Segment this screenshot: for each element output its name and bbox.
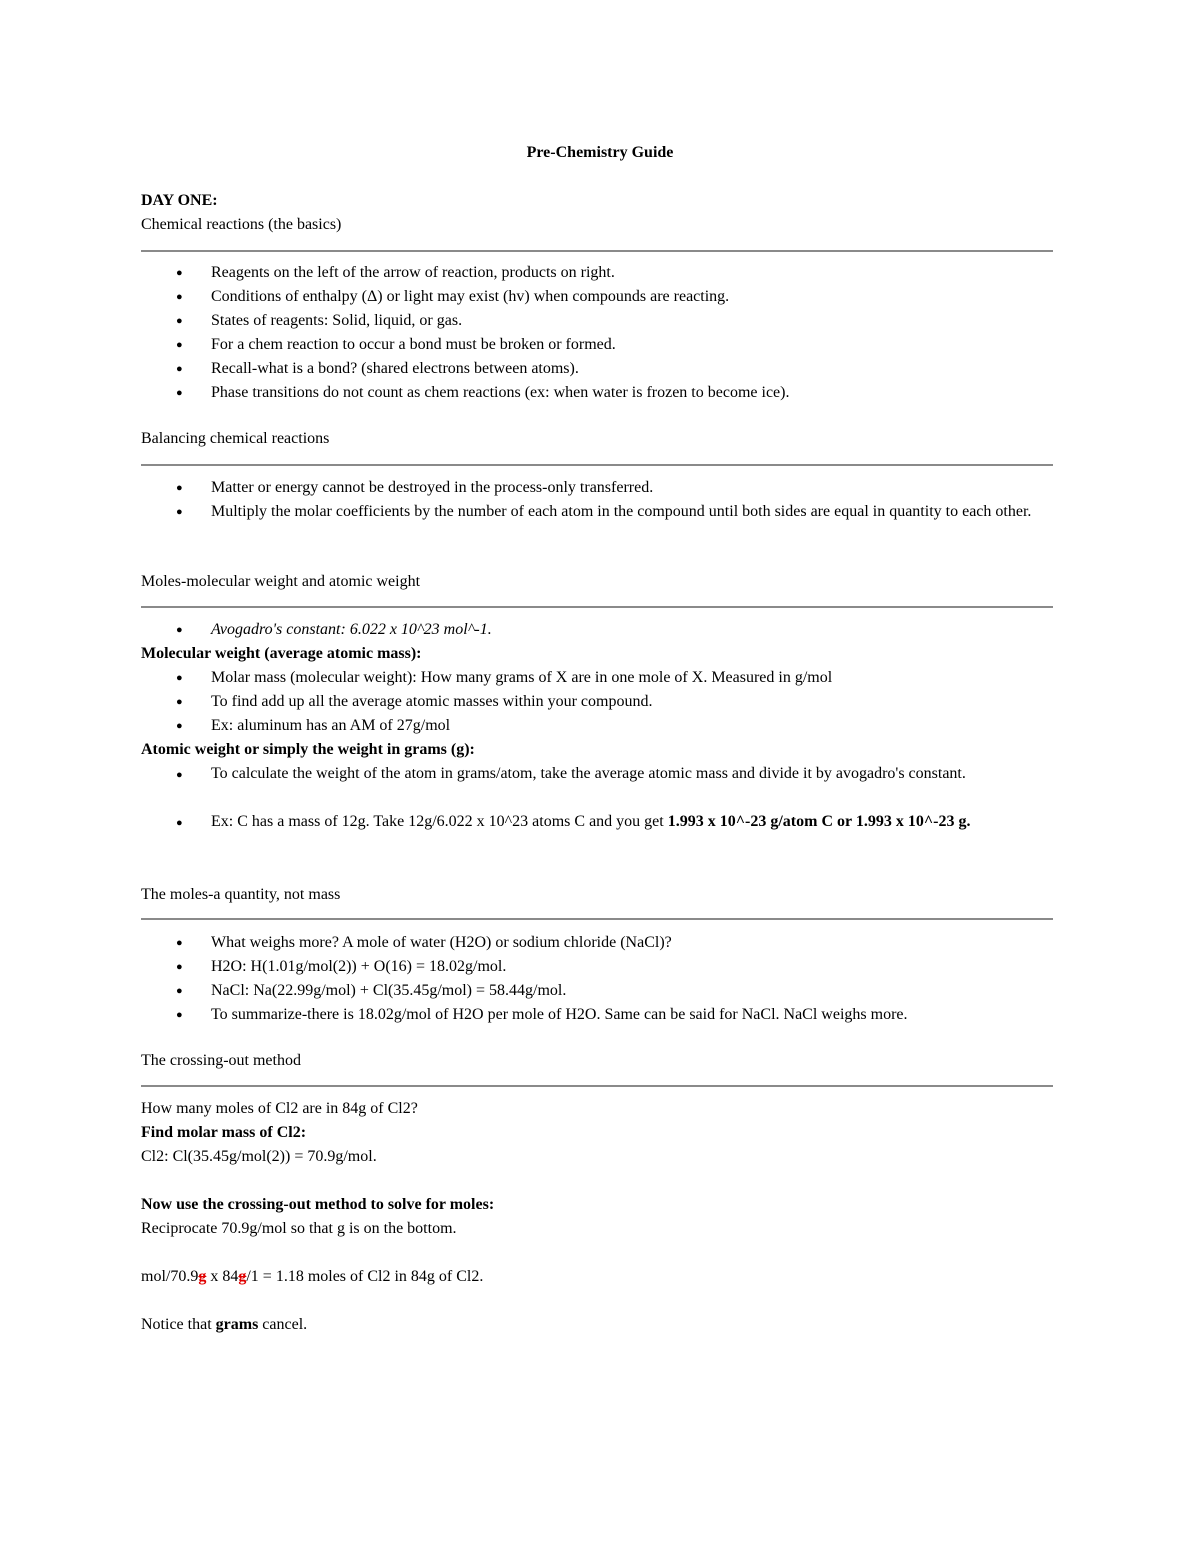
molar-mass-heading: Find molar mass of Cl2: [141,1124,307,1141]
molecular-weight-heading: Molecular weight (average atomic mass): [141,645,422,662]
divider [141,250,1053,252]
list-item: NaCl: Na(22.99g/mol) + Cl(35.45g/mol) = 58.44g/mol. [211,982,567,999]
divider [141,1085,1053,1087]
notice-text: Notice that [141,1316,216,1333]
calc-part: /1 = 1.18 moles of Cl2 in 84g of Cl2. [246,1268,484,1285]
list-item: Multiply the molar coefficients by the number of each atom in the compound until both sides are equal in quantity to each other. [211,503,1032,520]
question-text: How many moles of Cl2 are in 84g of Cl2? [141,1100,418,1117]
list-item: For a chem reaction to occur a bond must be broken or formed. [211,336,616,353]
notice-emphasis: grams [215,1316,259,1333]
example-result: 1.993 x 10^-23 g/atom C or 1.993 x 10^-23 g. [667,813,971,830]
notice-line [141,1314,307,1336]
section-heading-crossing-out: The crossing-out method [141,1052,301,1069]
list-item: To summarize-there is 18.02g/mol of H2O per mole of H2O. Same can be said for NaCl. NaCl weighs more. [211,1006,908,1023]
page-title: Pre-Chemistry Guide [526,144,674,161]
reciprocate-text: Reciprocate 70.9g/mol so that g is on the bottom. [141,1220,457,1237]
crossed-unit: g [238,1268,247,1285]
list-item: Phase transitions do not count as chem reactions (ex: when water is frozen to become ice). [211,384,790,401]
list-item: Molar mass (molecular weight): How many grams of X are in one mole of X. Measured in g/mol [211,669,833,686]
crossed-unit: g [198,1268,207,1285]
section-heading-moles-weight: Moles-molecular weight and atomic weight [141,573,421,590]
section-heading-balancing: Balancing chemical reactions [141,430,330,447]
list-item: Ex: aluminum has an AM of 27g/mol [211,717,451,734]
day-heading: DAY ONE: [141,192,218,209]
notice-text: cancel. [258,1316,308,1333]
list-item: To calculate the weight of the atom in grams/atom, take the average atomic mass and divide it by avogadro's constant. [211,765,966,782]
method-heading: Now use the crossing-out method to solve for moles: [141,1196,495,1213]
divider [141,464,1053,466]
atomic-weight-heading: Atomic weight or simply the weight in grams (g): [141,741,475,758]
calc-part: x 84 [206,1268,239,1285]
section-heading-moles-quantity: The moles-a quantity, not mass [141,886,341,903]
list-item: Conditions of enthalpy (Δ) or light may exist (hv) when compounds are reacting. [211,288,730,305]
molar-mass-calc: Cl2: Cl(35.45g/mol(2)) = 70.9g/mol. [141,1148,377,1165]
list-item: Reagents on the left of the arrow of reaction, products on right. [211,264,615,281]
divider [141,918,1053,920]
calculation-line [141,1266,483,1288]
calc-part: mol/70.9 [141,1268,199,1285]
avogadro-constant: Avogadro's constant: 6.022 x 10^23 mol^-1. [211,621,492,638]
list-item: What weighs more? A mole of water (H2O) or sodium chloride (NaCl)? [211,934,672,951]
list-item [211,810,1053,834]
example-text: Ex: C has a mass of 12g. Take 12g/6.022 x 10^23 atoms C and you get [211,813,668,830]
section-heading-reactions: Chemical reactions (the basics) [141,216,342,233]
list-item: Recall-what is a bond? (shared electrons between atoms). [211,360,579,377]
list-item: Matter or energy cannot be destroyed in the process-only transferred. [211,479,654,496]
divider [141,606,1053,608]
list-item: H2O: H(1.01g/mol(2)) + O(16) = 18.02g/mol. [211,958,507,975]
list-item: To find add up all the average atomic masses within your compound. [211,693,653,710]
list-item: States of reagents: Solid, liquid, or gas. [211,312,463,329]
